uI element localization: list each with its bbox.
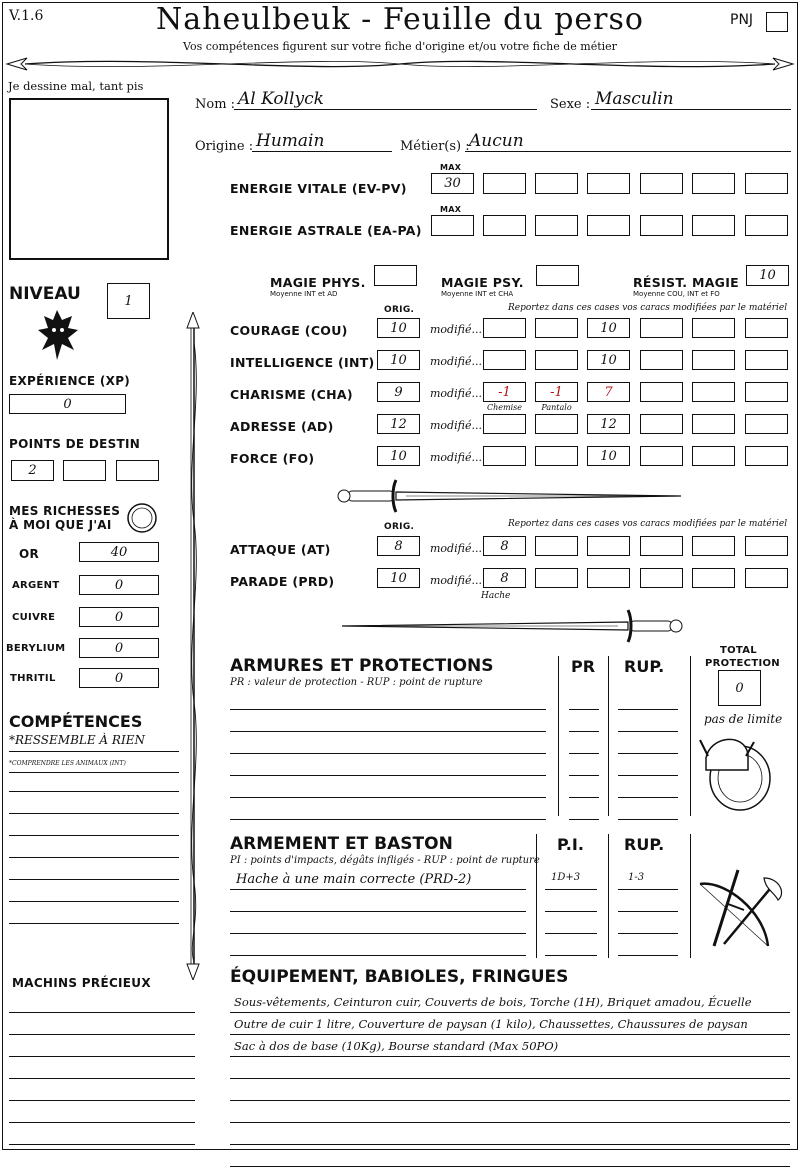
armure-name-line[interactable] [230,781,546,798]
equipement-line[interactable] [230,1061,790,1079]
armure-name-line[interactable] [230,693,546,710]
armures-col-rup: RUP. [624,657,665,676]
carac-mod-box[interactable] [640,382,683,402]
carac-label: ADRESSE (AD) [230,419,334,434]
armures-divider [608,656,609,816]
sword-divider-icon [336,478,686,514]
ea-box[interactable] [640,215,683,236]
pas-de-limite-label: pas de limite [704,712,783,726]
arme-pi-line[interactable] [545,938,597,956]
ev-max-label: MAX [440,163,462,172]
ev-box[interactable] [692,173,735,194]
carac-mod-box[interactable] [745,382,788,402]
armures-divider [558,656,559,816]
armure-pr-line[interactable] [569,737,599,754]
carac-label: FORCE (FO) [230,451,315,466]
arme-pi-line[interactable] [545,916,597,934]
competences-title: COMPÉTENCES [9,712,143,731]
arme-name-line[interactable] [230,938,526,956]
machin-line[interactable] [9,1018,195,1035]
carac-mod-box[interactable]: 7 [587,382,630,402]
armure-pr-line[interactable] [569,759,599,776]
machin-line[interactable] [9,1128,195,1145]
carac-mod-box[interactable]: 10 [587,318,630,338]
metier-label: Métier(s) : [400,139,470,154]
carac-mod-box[interactable] [535,350,578,370]
combat-mod-box[interactable] [640,568,683,588]
armement-subtitle: PI : points d'impacts, dégâts infligés - RUP : point de rupture [230,855,540,866]
coin-icon [126,502,158,534]
ea-box[interactable] [745,215,788,236]
carac-modifie-label: modifié... [430,419,482,432]
argent-label: ARGENT [12,580,60,591]
destin-label: POINTS DE DESTIN [9,437,141,451]
combat-mod-caption: Hache [481,591,511,601]
combat-orig-box[interactable]: 10 [377,568,420,588]
armure-rup-line[interactable] [618,781,678,798]
weapons-icon [694,860,786,952]
armure-rup-line[interactable] [618,693,678,710]
arme-name-line[interactable]: Hache à une main correcte (PRD-2) [230,872,526,890]
magie-phys-box[interactable] [374,265,417,286]
carac-mod-box[interactable] [692,382,735,402]
combat-label: PARADE (PRD) [230,574,335,589]
carac-mod-box[interactable] [535,318,578,338]
helmet-shield-icon [696,728,776,814]
combat-mod-box[interactable] [587,536,630,556]
armure-pr-line[interactable] [569,715,599,732]
carac-mod-box[interactable] [692,414,735,434]
pnj-label: PNJ [730,12,754,28]
carac-modifie-label: modifié... [430,451,482,464]
arme-name-line[interactable] [230,894,526,912]
ea-box[interactable] [535,215,578,236]
armement-divider [690,834,691,958]
armement-col-rup: RUP. [624,835,665,854]
armure-rup-line[interactable] [618,737,678,754]
carac-orig-box[interactable]: 10 [377,318,420,338]
carac-mod-box[interactable] [535,446,578,466]
carac-orig-box[interactable]: 12 [377,414,420,434]
equipement-line[interactable]: Sac à dos de base (10Kg), Bourse standard (Max 50PO) [230,1039,790,1057]
experience-label: EXPÉRIENCE (XP) [9,374,131,388]
carac-mod-box[interactable] [640,318,683,338]
total-protection-label: TOTAL [720,645,757,656]
ev-box[interactable] [745,173,788,194]
combat-mod-box[interactable]: 8 [483,536,526,556]
combat-mod-box[interactable] [640,536,683,556]
armement-title: ARMEMENT ET BASTON [230,834,453,854]
machin-line[interactable] [9,1084,195,1101]
competence-line[interactable] [9,841,179,858]
carac-mod-box[interactable] [535,414,578,434]
magie-psy-sub: Moyenne INT et CHA [441,290,514,298]
armure-name-line[interactable] [230,715,546,732]
sword-divider-icon [338,608,683,644]
carac-label: COURAGE (COU) [230,323,348,338]
destin-box[interactable]: 2 [11,460,54,481]
page-title: Naheulbeuk - Feuille du perso [156,2,644,37]
arme-rup-line[interactable]: 1-3 [618,872,678,890]
armures-col-pr: PR [571,657,596,676]
equipement-line[interactable] [230,1127,790,1145]
arme-rup-line[interactable] [618,938,678,956]
combat-mod-box[interactable] [692,568,735,588]
carac-mod-box[interactable] [745,446,788,466]
carac-mod-box[interactable] [640,446,683,466]
carac-mod-caption: Pantalo [541,403,572,412]
combat-mod-box[interactable] [745,568,788,588]
origine-label: Origine : [195,139,254,154]
argent-box[interactable]: 0 [79,575,159,595]
header-spear-ornament [5,52,795,76]
nom-label: Nom : [195,97,236,112]
arme-pi-line[interactable]: 1D+3 [545,872,597,890]
carac-mod-caption: Chemise [487,403,522,412]
ea-label: ENERGIE ASTRALE (EA-PA) [230,223,422,238]
carac-mod-box[interactable]: -1 [483,382,526,402]
berylium-box[interactable]: 0 [79,638,159,658]
armure-name-line[interactable] [230,803,546,820]
experience-box[interactable]: 0 [9,394,126,414]
armure-pr-line[interactable] [569,803,599,820]
equipement-line[interactable] [230,1083,790,1101]
thritil-label: THRITIL [10,673,56,684]
arme-pi-line[interactable] [545,894,597,912]
armure-pr-line[interactable] [569,781,599,798]
carac-label: CHARISME (CHA) [230,387,353,402]
thritil-box[interactable]: 0 [79,668,159,688]
armures-divider [690,656,691,816]
origine-field[interactable]: Humain [252,132,392,152]
carac-note: Reportez dans ces cases vos caracs modifiées par le matériel [508,303,788,313]
combat-mod-box[interactable] [587,568,630,588]
magie-psy-box[interactable] [536,265,579,286]
carac-mod-box[interactable] [483,414,526,434]
combat-mod-box[interactable]: 8 [483,568,526,588]
ev-box[interactable] [483,173,526,194]
ev-max-box[interactable]: 30 [431,173,474,194]
carac-mod-box[interactable] [483,350,526,370]
carac-mod-box[interactable]: 12 [587,414,630,434]
carac-mod-box[interactable] [640,414,683,434]
equipement-title: ÉQUIPEMENT, BABIOLES, FRINGUES [230,967,569,987]
machin-line[interactable] [9,1106,195,1123]
dragon-emblem-icon [32,306,82,364]
carac-mod-box[interactable] [745,318,788,338]
machin-line[interactable] [9,996,195,1013]
nom-field[interactable]: Al Kollyck [234,90,537,110]
combat-modifie-label: modifié... [430,574,482,587]
total-protection-box[interactable]: 0 [718,670,761,706]
competence-line[interactable]: *RESSEMBLE À RIEN [9,733,179,752]
page-subtitle: Vos compétences figurent sur votre fiche d'origine et/ou votre fiche de métier [183,40,617,53]
carac-mod-box[interactable] [745,350,788,370]
ea-box[interactable] [483,215,526,236]
carac-mod-box[interactable] [483,446,526,466]
magie-phys-label: MAGIE PHYS. [270,275,366,290]
combat-note: Reportez dans ces cases vos caracs modifiées par le matériel [508,519,788,529]
armement-col-pi: P.I. [557,835,584,854]
competence-line[interactable] [9,907,179,924]
combat-mod-box[interactable] [692,536,735,556]
resist-magie-label: RÉSIST. MAGIE [633,275,740,290]
competence-line[interactable] [9,863,179,880]
or-label: OR [19,547,40,561]
carac-mod-box[interactable] [692,350,735,370]
destin-box[interactable] [63,460,106,481]
carac-mod-box[interactable]: 10 [587,350,630,370]
niveau-label: NIVEAU [9,284,81,304]
carac-orig-box[interactable]: 10 [377,446,420,466]
armement-divider [536,834,537,958]
machin-line[interactable] [9,1062,195,1079]
resist-magie-sub: Moyenne COU, INT et FO [633,290,720,298]
combat-label: ATTAQUE (AT) [230,542,331,557]
competence-line[interactable] [9,885,179,902]
magie-phys-sub: Moyenne INT et AD [270,290,338,298]
carac-modifie-label: modifié... [430,387,482,400]
portrait-box[interactable] [9,98,169,260]
armure-rup-line[interactable] [618,803,678,820]
carac-mod-box[interactable] [692,446,735,466]
competence-line[interactable] [9,797,179,814]
armure-name-line[interactable] [230,759,546,776]
niveau-box[interactable]: 1 [107,283,150,319]
combat-orig-box[interactable]: 8 [377,536,420,556]
ea-box[interactable] [692,215,735,236]
carac-mod-box[interactable] [692,318,735,338]
portrait-caption: Je dessine mal, tant pis [8,79,144,93]
richesses-label-line2: À MOI QUE J'AI [9,518,112,532]
or-box[interactable]: 40 [79,542,159,562]
competence-line[interactable]: *COMPRENDRE LES ANIMAUX (INT) [9,760,179,773]
competence-line[interactable] [9,775,179,792]
ev-label: ENERGIE VITALE (EV-PV) [230,181,407,196]
armure-pr-line[interactable] [569,693,599,710]
magie-psy-label: MAGIE PSY. [441,275,524,290]
armure-rup-line[interactable] [618,759,678,776]
arme-rup-line[interactable] [618,894,678,912]
sexe-field[interactable]: Masculin [591,90,791,110]
berylium-label: BERYLIUM [6,643,66,654]
equipement-line[interactable]: Sous-vêtements, Ceinturon cuir, Couverts de bois, Torche (1H), Briquet amadou, Écuelle [230,995,790,1013]
version-label: V.1.6 [9,8,44,24]
carac-mod-box[interactable]: -1 [535,382,578,402]
combat-orig-label: ORIG. [384,522,415,532]
cuivre-box[interactable]: 0 [79,607,159,627]
machins-precieux-title: MACHINS PRÉCIEUX [12,976,151,990]
combat-modifie-label: modifié... [430,542,482,555]
richesses-label-line1: MES RICHESSES [9,504,121,518]
competence-line[interactable] [9,819,179,836]
carac-mod-box[interactable] [483,318,526,338]
carac-orig-label: ORIG. [384,305,415,315]
pnj-checkbox[interactable] [766,12,788,32]
ev-box[interactable] [587,173,630,194]
total-protection-label-2: PROTECTION [705,658,780,669]
carac-mod-box[interactable]: 10 [587,446,630,466]
arme-name-line[interactable] [230,916,526,934]
ev-box[interactable] [640,173,683,194]
armure-name-line[interactable] [230,737,546,754]
ea-max-label: MAX [440,205,462,214]
carac-mod-box[interactable] [745,414,788,434]
vertical-staff-ornament [182,312,206,980]
cuivre-label: CUIVRE [12,612,56,623]
carac-modifie-label: modifié... [430,323,482,336]
equipement-line[interactable]: Outre de cuir 1 litre, Couverture de paysan (1 kilo), Chaussettes, Chaussures de paysan [230,1017,790,1035]
carac-orig-box[interactable]: 10 [377,350,420,370]
equipement-line[interactable] [230,1105,790,1123]
arme-rup-line[interactable] [618,916,678,934]
carac-modifie-label: modifié... [430,355,482,368]
ea-box[interactable] [587,215,630,236]
combat-mod-box[interactable] [745,536,788,556]
carac-mod-box[interactable] [640,350,683,370]
sexe-label: Sexe : [550,97,591,112]
combat-mod-box[interactable] [535,536,578,556]
armures-subtitle: PR : valeur de protection - RUP : point de rupture [230,677,483,688]
destin-box[interactable] [116,460,159,481]
armures-title: ARMURES ET PROTECTIONS [230,656,494,676]
ea-max-box[interactable] [431,215,474,236]
resist-magie-box[interactable]: 10 [746,265,789,286]
machin-line[interactable] [9,1040,195,1057]
armement-divider [608,834,609,958]
ev-box[interactable] [535,173,578,194]
carac-orig-box[interactable]: 9 [377,382,420,402]
armure-rup-line[interactable] [618,715,678,732]
metier-field[interactable]: Aucun [465,132,791,152]
carac-label: INTELLIGENCE (INT) [230,355,375,370]
combat-mod-box[interactable] [535,568,578,588]
